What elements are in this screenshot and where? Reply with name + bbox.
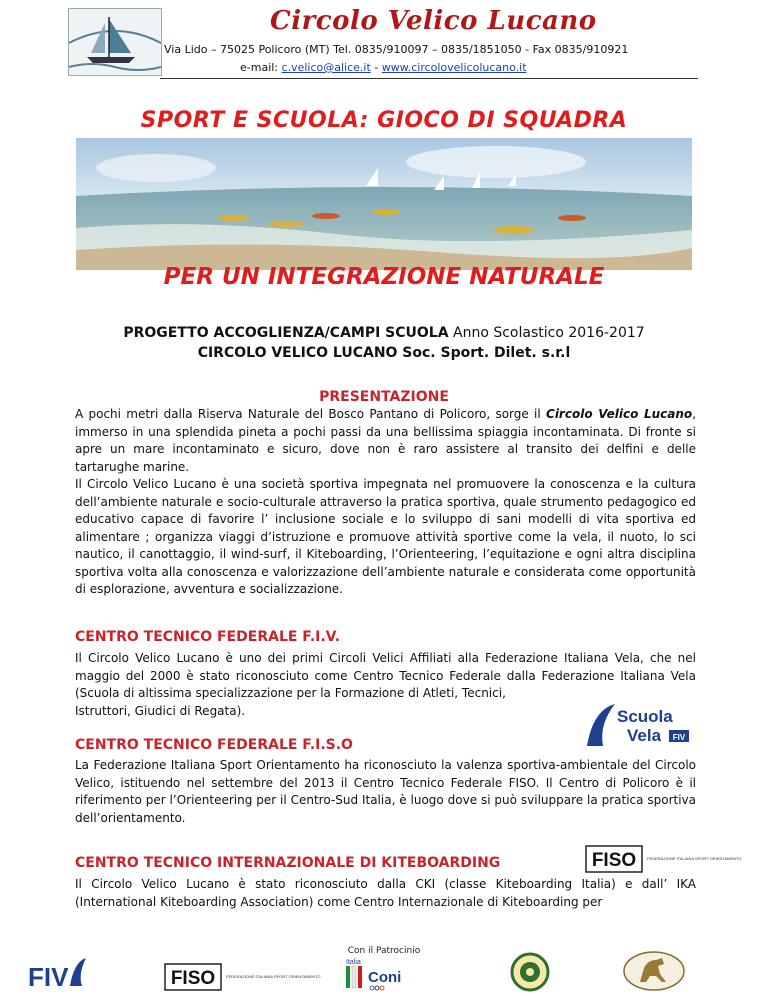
fiv-text-b: Istruttori, Giudici di Regata). bbox=[75, 703, 246, 718]
email-label: e-mail: bbox=[240, 61, 282, 74]
coni-logo bbox=[344, 956, 424, 996]
header-rule bbox=[160, 78, 698, 79]
fiv-logo-text: FIV bbox=[28, 962, 69, 992]
presentation-club-name: Circolo Velico Lucano bbox=[546, 407, 693, 421]
kite-heading: CENTRO TECNICO INTERNAZIONALE DI KITEBOARDING bbox=[75, 855, 501, 871]
fiv-text-a: Il Circolo Velico Lucano è uno dei primi Circoli Velici Affiliati alla Federazione Italiana Vela, che nel maggio del 2000 è stato riconosciuto come Centro Tecnico Federale dalla Federazione Italiana Vela (Scuola di altissima specializzazione per la Formazione di Atleti, Tecnici, bbox=[75, 651, 696, 700]
scuola-fiv-badge: FIV bbox=[672, 733, 686, 742]
club-name: Circolo Velico Lucano bbox=[270, 6, 597, 36]
presentation-p2: Il Circolo Velico Lucano è una società sportiva impegnata nel promuovere la conoscenza e la cultura dell’ambiente naturale e socio-culturale attraverso la pratica sportiva, quale strumento pedagogico ed educativo capace di favorire l’ inclusione sociale e lo sviluppo di sani modelli di vita sportiva ed alimentare ; organizza viaggi d’istruzione e promuove attività sportive come la vela, il nuoto, lo sci nautico, il canottaggio, il wind-surf, il Kiteboarding, l’Orienteering, l’equitazione e ogni altra disciplina sportiva volta alla conoscenza e valorizzazione dell’ambiente naturale e considerata come opportunità di esplorazione, avventura e socializzazione. bbox=[75, 477, 696, 596]
separator: - bbox=[370, 61, 382, 74]
email-link[interactable]: c.velico@alice.it bbox=[281, 61, 371, 74]
banner-title: SPORT E SCUOLA: GIOCO DI SQUADRA bbox=[140, 108, 628, 133]
fiso-small-subtext: FEDERAZIONE ITALIANA SPORT ORIENTAMENTO bbox=[647, 856, 742, 861]
scuola-vela-logo bbox=[585, 700, 697, 750]
project-line-2 bbox=[0, 343, 768, 363]
kayak-photo bbox=[76, 138, 692, 270]
fiso-small-text: FISO bbox=[591, 850, 637, 871]
presentation-heading: PRESENTAZIONE bbox=[319, 389, 449, 405]
fiso-footer-subtext: FEDERAZIONE ITALIANA SPORT ORIENTAMENTO bbox=[226, 974, 321, 979]
banner-subtitle: PER UN INTEGRAZIONE NATURALE bbox=[163, 264, 605, 290]
fiso-heading: CENTRO TECNICO FEDERALE F.I.S.O bbox=[75, 737, 353, 753]
project-block bbox=[0, 323, 768, 363]
presentation-text bbox=[75, 406, 696, 599]
scuola-text: Scuola bbox=[617, 707, 673, 726]
contact-line bbox=[240, 61, 527, 74]
fiso-logo-footer bbox=[164, 962, 321, 996]
website-link[interactable]: www.circolovelicolucano.it bbox=[381, 61, 527, 74]
presentation-p1-b: , immerso in una splendida pineta a pochi passi da una bellissima spiaggia incontaminata. Di fronte si apre un mare incontaminato e sicuro, dove non è raro assistere al transito dei delfini e delle tartarughe marine. bbox=[75, 407, 697, 474]
patronage-label: Con il Patrocinio bbox=[347, 946, 421, 956]
kite-text: Il Circolo Velico Lucano è stato riconosciuto dalla CKI (classe Kiteboarding Italia) e dall’ IKA (International Kiteboarding Association) come Centro Internazionale di Kiteboarding per bbox=[75, 877, 696, 909]
italia-text: Italia bbox=[346, 959, 361, 966]
vela-text: Vela bbox=[627, 726, 662, 745]
fiso-logo-small bbox=[585, 844, 742, 874]
fiso-text: La Federazione Italiana Sport Orientamento ha riconosciuto la valenza sportiva-ambientale del Circolo Velico, istituendo nel settembre del 2013 il Centro Tecnico Federale FISO. Il Centro di Policoro è il riferimento per l’Orienteering per il Centro-Sud Italia, è luogo dove si può sviluppare la pratica sportiva dell’orientamento. bbox=[75, 758, 696, 825]
address-line: Via Lido – 75025 Policoro (MT) Tel. 0835/910097 – 0835/1851050 - Fax 0835/910921 bbox=[164, 43, 629, 56]
circular-seal-logo bbox=[508, 952, 552, 996]
coni-text: Coni bbox=[368, 969, 402, 986]
presentation-p1-a: A pochi metri dalla Riserva Naturale del Bosco Pantano di Policoro, sorge il bbox=[75, 407, 547, 421]
project-line-1 bbox=[0, 323, 768, 343]
fiv-heading: CENTRO TECNICO FEDERALE F.I.V. bbox=[75, 629, 341, 645]
horse-emblem-logo bbox=[622, 950, 686, 996]
club-logo bbox=[68, 8, 162, 76]
organization-name: CIRCOLO VELICO LUCANO Soc. Sport. Dilet. s.r.l bbox=[197, 345, 571, 361]
school-year: Anno Scolastico 2016-2017 bbox=[448, 325, 645, 341]
fiso-footer-text: FISO bbox=[170, 968, 216, 989]
fiv-logo bbox=[26, 956, 88, 994]
project-name: PROGETTO ACCOGLIENZA/CAMPI SCUOLA bbox=[123, 325, 449, 341]
